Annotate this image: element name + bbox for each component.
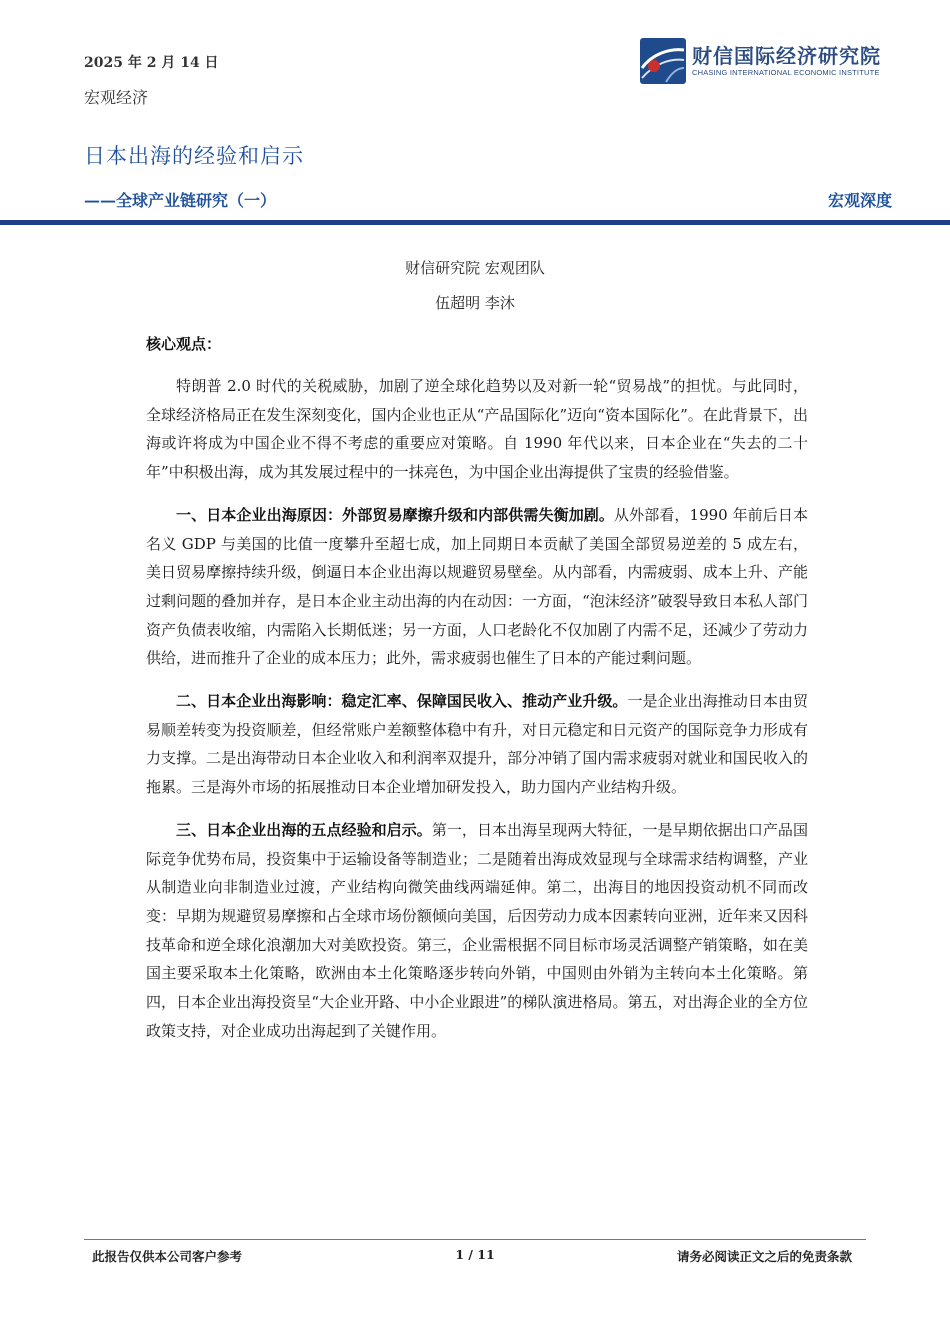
point-1-text: 从外部看，1990 年前后日本名义 GDP 与美国的比值一度攀升至超七成，加上同期日本贡献了美国全部贸易逆差的 5 成左右，美日贸易摩擦持续升级，倒逼日本企业出海以规避贸易壁垒。从内部看，内需疲弱、成本上升、产能过剩问题的叠加并存，是日本企业主动出海的内在动因：一方面，“泡沫经济”破裂导致日本私人部门资产负债表收缩，内需陷入长期低迷；另一方面，人口老龄化不仅加剧了内需不足，还减少了劳动力供给，进而推升了企业的成本压力；此外，需求疲弱也催生了日本的产能过剩问题。 [146,505,808,668]
report-subtitle: ——全球产业链研究（一） [84,191,277,210]
intro-paragraph: 特朗普 2.0 时代的关税威胁，加剧了逆全球化趋势以及对新一轮“贸易战”的担忧。与此同时，全球经济格局正在发生深刻变化，国内企业也正从“产品国际化”迈向“资本国际化”。在此背景下，出海或许将成为中国企业不得不考虑的重要应对策略。自 1990 年代以来，日本企业在“失去的二十年”中积极出海，成为其发展过程中的一抹亮色，为中国企业出海提供了宝贵的经验借鉴。 [146,377,808,482]
report-type-label: 宏观深度 [827,191,892,210]
point-3-paragraph [146,816,808,1046]
report-title: 日本出海的经验和启示 [84,144,304,168]
core-views-body [146,372,808,1059]
point-2-text: 一是企业出海推动日本由贸易顺差转变为投资顺差，但经常账户差额整体稳中有升，对日元稳定和日元资产的国际竞争力形成有力支撑。二是出海带动日本企业收入和利润率双提升，部分冲销了国内需求疲弱对就业和国民收入的拖累。三是海外市场的拓展推动日本企业增加研发投入，助力国内产业结构升级。 [146,692,808,797]
report-date: 2025 年 2 月 14 日 [84,55,219,71]
point-2-paragraph [146,687,808,802]
footer-divider [84,1239,866,1240]
institute-logo [640,38,890,86]
core-views-heading: 核心观点： [146,335,222,353]
research-team: 财信研究院 宏观团队 [405,259,545,277]
point-3-heading: 三、日本企业出海的五点经验和启示。 [176,820,432,839]
point-3-text: 第一，日本出海呈现两大特征，一是早期依据出口产品国际竞争优势布局，投资集中于运输设备等制造业；二是随着出海成效显现与全球需求结构调整，产业从制造业向非制造业过渡，产业结构向微笑曲线两端延伸。第二，出海目的地因投资动机不同而改变：早期为规避贸易摩擦和占全球市场份额倾向美国，后因劳动力成本因素转向亚洲，近年来又因科技革命和逆全球化浪潮加大对美欧投资。第三，企业需根据不同目标市场灵活调整产销策略，如在美国主要采取本土化策略，欧洲由本土化策略逐步转向外销，中国则由外销为主转向本土化策略。第四，日本企业出海投资呈“大企业开路、中小企业跟进”的梯队演进格局。第五，对出海企业的全方位政策支持，对企业成功出海起到了关键作用。 [146,820,808,1040]
header-divider [0,220,950,225]
author-names: 伍超明 李沐 [435,294,515,312]
footer-disclaimer-right: 请务必阅读正文之后的免责条款 [676,1249,852,1264]
institute-english-name: CHASING INTERNATIONAL ECONOMIC INSTITUTE [692,68,880,77]
point-1-heading: 一、日本企业出海原因：外部贸易摩擦升级和内部供需失衡加剧。 [176,505,615,524]
page-number: 1 / 11 [455,1247,495,1262]
report-category: 宏观经济 [84,88,149,107]
footer-disclaimer-left: 此报告仅供本公司客户参考 [92,1249,243,1264]
point-2-heading: 二、日本企业出海影响：稳定汇率、保障国民收入、推动产业升级。 [176,692,628,711]
point-1-paragraph [146,501,808,673]
institute-name: 财信国际经济研究院 [692,44,881,68]
globe-logo-icon [640,38,686,84]
